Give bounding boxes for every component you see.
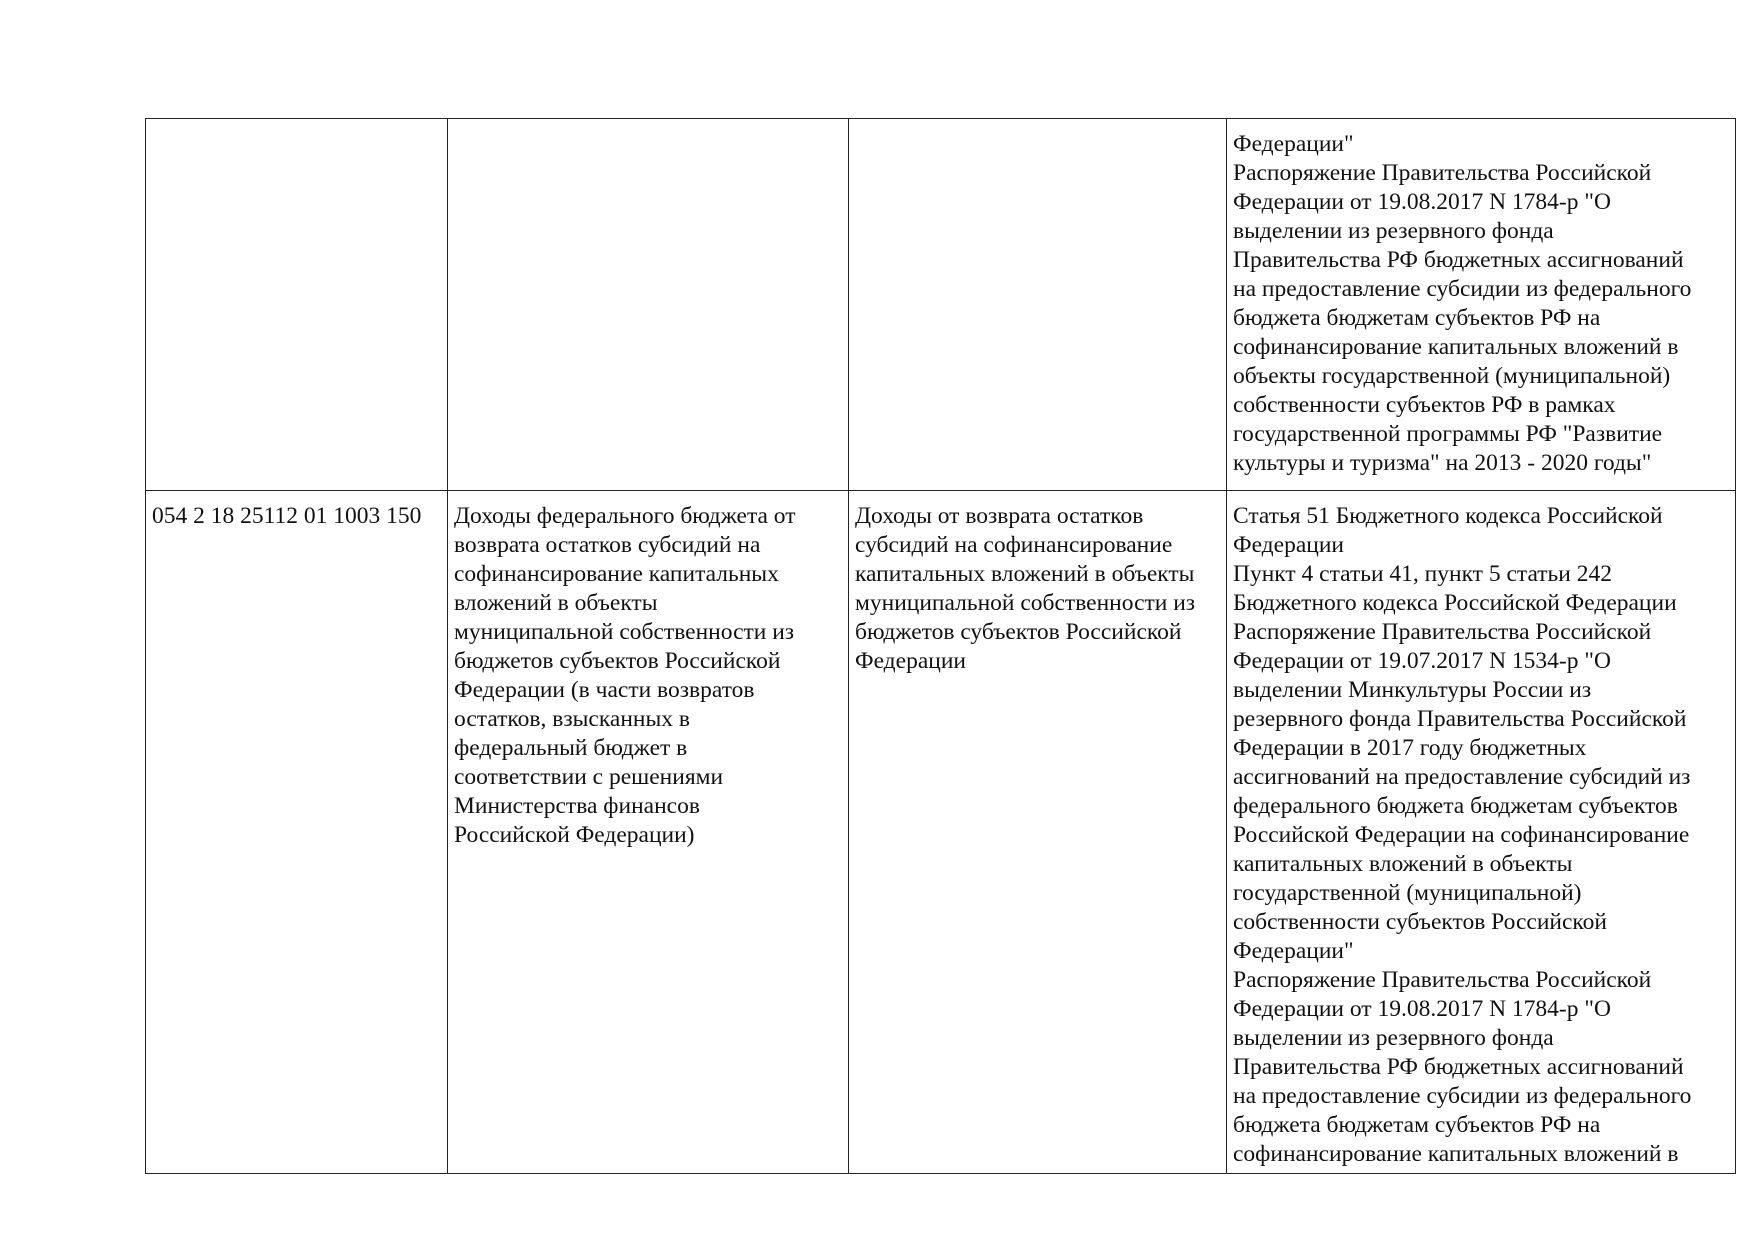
cell-text-line: собственности субъектов Российской	[1233, 909, 1607, 935]
cell-code	[146, 491, 448, 1174]
cell-text-line: муниципальной собственности из	[454, 619, 795, 645]
cell-text-line: федерального бюджета бюджетам субъектов	[1233, 793, 1678, 819]
cell-text-line: выделении из резервного фонда	[1233, 1025, 1554, 1051]
cell-text-line: Федерации от 19.08.2017 N 1784-р "О	[1233, 996, 1611, 1022]
cell-text-line: Федерации	[1233, 532, 1344, 558]
cell-text-line: собственности субъектов РФ в рамках	[1233, 392, 1616, 418]
cell-text-line: Российской Федерации)	[454, 822, 695, 848]
cell-text-line: Министерства финансов	[454, 793, 700, 819]
cell-name	[448, 119, 849, 491]
cell-text-line: Российской Федерации на софинансирование	[1233, 822, 1690, 848]
cell-text-line: бюджетов субъектов Российской	[855, 619, 1182, 645]
cell-text-line: резервного фонда Правительства Российской	[1233, 706, 1687, 732]
cell-text-line: Федерации"	[1233, 938, 1354, 964]
table-row	[146, 491, 1736, 1174]
cell-text-line: объекты государственной (муниципальной)	[1233, 363, 1671, 389]
cell-text-line: софинансирование капитальных вложений в	[1233, 1141, 1679, 1167]
table-row	[146, 119, 1736, 491]
cell-text-line: Правительства РФ бюджетных ассигнований	[1233, 1054, 1684, 1080]
cell-text-line: выделении из резервного фонда	[1233, 218, 1554, 244]
cell-code	[146, 119, 448, 491]
cell-legal-basis	[1227, 119, 1736, 491]
cell-legal-basis	[1227, 491, 1736, 1174]
cell-text-line: Правительства РФ бюджетных ассигнований	[1233, 247, 1684, 273]
cell-text-line: соответствии с решениями	[454, 764, 724, 790]
cell-text-line: остатков, взысканных в	[454, 706, 690, 732]
cell-text-line: Федерации от 19.07.2017 N 1534-р "О	[1233, 648, 1611, 674]
cell-description	[849, 119, 1227, 491]
cell-text-line: капитальных вложений в объекты	[1233, 851, 1573, 877]
cell-text-line: капитальных вложений в объекты	[855, 561, 1195, 587]
cell-text-line: субсидий на софинансирование	[855, 532, 1173, 558]
cell-text-line: выделении Минкультуры России из	[1233, 677, 1592, 703]
budget-codes-table	[145, 118, 1736, 1174]
cell-text-line: муниципальной собственности из	[855, 590, 1196, 616]
cell-text-line: софинансирование капитальных вложений в	[1233, 334, 1679, 360]
budget-code: 054 2 18 25112 01 1003 150	[152, 503, 422, 529]
cell-text-line: Федерации	[855, 648, 966, 674]
cell-text-line: Бюджетного кодекса Российской Федерации	[1233, 590, 1677, 616]
cell-text-line: Федерации (в части возвратов	[454, 677, 755, 703]
cell-text-line: Распоряжение Правительства Российской	[1233, 967, 1652, 993]
cell-text-line: бюджетов субъектов Российской	[454, 648, 781, 674]
cell-text-line: Доходы от возврата остатков	[855, 503, 1144, 529]
cell-text-line: ассигнований на предоставление субсидий из	[1233, 764, 1691, 790]
cell-text-line: Распоряжение Правительства Российской	[1233, 160, 1652, 186]
cell-text-line: культуры и туризма" на 2013 - 2020 годы"	[1233, 450, 1652, 476]
cell-text-line: Распоряжение Правительства Российской	[1233, 619, 1652, 645]
cell-text-line: софинансирование капитальных	[454, 561, 779, 587]
cell-text-line: государственной (муниципальной)	[1233, 880, 1582, 906]
cell-text-line: федеральный бюджет в	[454, 735, 688, 761]
cell-text-line: вложений в объекты	[454, 590, 658, 616]
cell-text-line: бюджета бюджетам субъектов РФ на	[1233, 1112, 1601, 1138]
cell-name	[448, 491, 849, 1174]
cell-text-line: на предоставление субсидии из федерального	[1233, 1083, 1692, 1109]
cell-text-line: возврата остатков субсидий на	[454, 532, 761, 558]
cell-text-line: Статья 51 Бюджетного кодекса Российской	[1233, 503, 1663, 529]
cell-text-line: на предоставление субсидии из федерального	[1233, 276, 1692, 302]
cell-text-line: государственной программы РФ "Развитие	[1233, 421, 1663, 447]
cell-text-line: Федерации в 2017 году бюджетных	[1233, 735, 1587, 761]
cell-text-line: бюджета бюджетам субъектов РФ на	[1233, 305, 1601, 331]
cell-text-line: Пункт 4 статьи 41, пункт 5 статьи 242	[1233, 561, 1612, 587]
cell-text-line: Федерации от 19.08.2017 N 1784-р "О	[1233, 189, 1611, 215]
cell-text-line: Доходы федерального бюджета от	[454, 503, 796, 529]
cell-text-line: Федерации"	[1233, 131, 1354, 157]
cell-description	[849, 491, 1227, 1174]
